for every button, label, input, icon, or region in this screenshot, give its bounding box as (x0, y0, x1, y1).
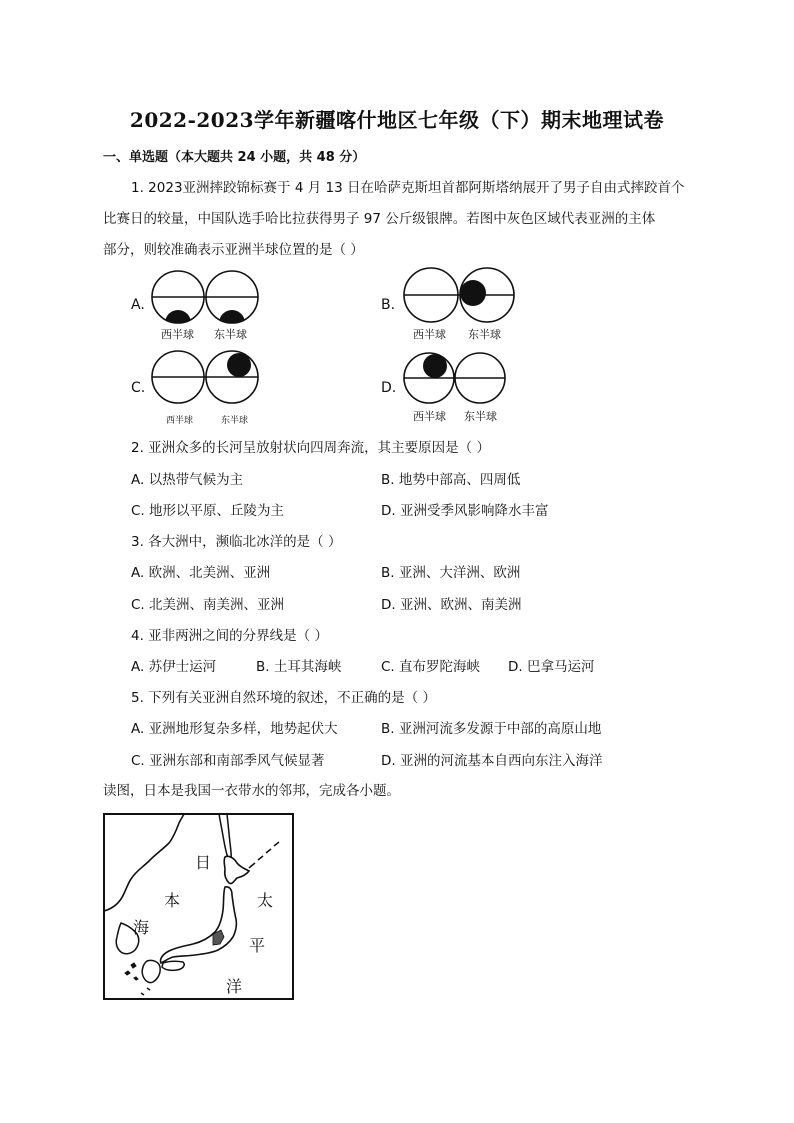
q1-c-west-caption: 西半球 (166, 416, 194, 426)
q1-option-c-figure[interactable] (150, 349, 262, 405)
q2-option-d[interactable]: D. 亚洲受季风影响降水丰富 (381, 503, 549, 519)
q1-b-east-caption: 东半球 (468, 328, 501, 341)
q3-stem: 3. 各大洲中，濒临北冰洋的是（ ） (131, 534, 342, 550)
q1-option-a-label[interactable]: A. (131, 297, 145, 313)
page-title: 2022-2023学年新疆喀什地区七年级（下）期末地理试卷 (129, 108, 665, 132)
map-label-ben: 本 (164, 891, 181, 910)
q1-stem-line2: 比赛日的较量，中国队选手哈比拉获得男子 97 公斤级银牌。若图中灰色区域代表亚洲的主体 (103, 211, 656, 227)
q1-option-b-figure[interactable] (402, 266, 518, 324)
reading-instruction: 读图，日本是我国一衣带水的邻邦，完成各小题。 (103, 783, 400, 799)
q2-option-b[interactable]: B. 地势中部高、四周低 (381, 472, 521, 488)
q1-option-c-label[interactable]: C. (131, 380, 146, 396)
q1-option-b-label[interactable]: B. (381, 297, 396, 313)
q4-option-d[interactable]: D. 巴拿马运河 (508, 659, 595, 675)
q4-option-a[interactable]: A. 苏伊士运河 (131, 659, 217, 675)
q2-stem: 2. 亚洲众多的长河呈放射状向四周奔流，其主要原因是（ ） (131, 440, 490, 456)
q5-option-a[interactable]: A. 亚洲地形复杂多样，地势起伏大 (131, 721, 338, 737)
q1-option-d-label[interactable]: D. (381, 380, 397, 396)
asia-blob (460, 280, 486, 306)
map-label-tai: 太 (257, 891, 274, 910)
q3-option-a[interactable]: A. 欧洲、北美洲、亚洲 (131, 565, 271, 581)
q4-stem: 4. 亚非两洲之间的分界线是（ ） (131, 628, 328, 644)
q1-d-west-caption: 西半球 (413, 410, 446, 423)
q5-option-b[interactable]: B. 亚洲河流多发源于中部的高原山地 (381, 721, 602, 737)
asia-blob (423, 354, 447, 378)
q2-option-c[interactable]: C. 地形以平原、丘陵为主 (131, 503, 285, 519)
q1-c-east-caption: 东半球 (221, 416, 249, 426)
q5-option-d[interactable]: D. 亚洲的河流基本自西向东注入海洋 (381, 753, 603, 769)
map-label-hai: 海 (133, 918, 150, 937)
q3-option-c[interactable]: C. 北美洲、南美洲、亚洲 (131, 597, 285, 613)
map-label-ping: 平 (249, 936, 266, 955)
q5-option-c[interactable]: C. 亚洲东部和南部季风气候显著 (131, 753, 325, 769)
shikoku-island (162, 961, 184, 970)
q3-option-d[interactable]: D. 亚洲、欧洲、南美洲 (381, 597, 522, 613)
asia-blob (227, 353, 251, 377)
q1-a-west-caption: 西半球 (161, 328, 194, 341)
q1-a-east-caption: 东半球 (214, 328, 247, 341)
q1-stem-line1: 1. 2023亚洲摔跤锦标赛于 4 月 13 日在哈萨克斯坦首都阿斯塔纳展开了男子自由式摔跤首个 (131, 180, 685, 196)
q5-stem: 5. 下列有关亚洲自然环境的叙述，不正确的是（ ） (131, 690, 436, 706)
q4-option-c[interactable]: C. 直布罗陀海峡 (381, 659, 481, 675)
q1-option-a-figure[interactable] (150, 269, 262, 325)
section-heading: 一、单选题（本大题共 24 小题，共 48 分） (103, 150, 366, 165)
q1-stem-line3: 部分，则较准确表示亚洲半球位置的是（ ） (103, 242, 364, 258)
map-label-yang: 洋 (226, 977, 243, 996)
q4-option-b[interactable]: B. 土耳其海峡 (256, 659, 342, 675)
q1-d-east-caption: 东半球 (464, 410, 497, 423)
q2-option-a[interactable]: A. 以热带气候为主 (131, 472, 244, 488)
q1-option-d-figure[interactable] (402, 351, 508, 405)
q3-option-b[interactable]: B. 亚洲、大洋洲、欧洲 (381, 565, 521, 581)
map-label-ri: 日 (195, 853, 212, 872)
q1-b-west-caption: 西半球 (413, 328, 446, 341)
